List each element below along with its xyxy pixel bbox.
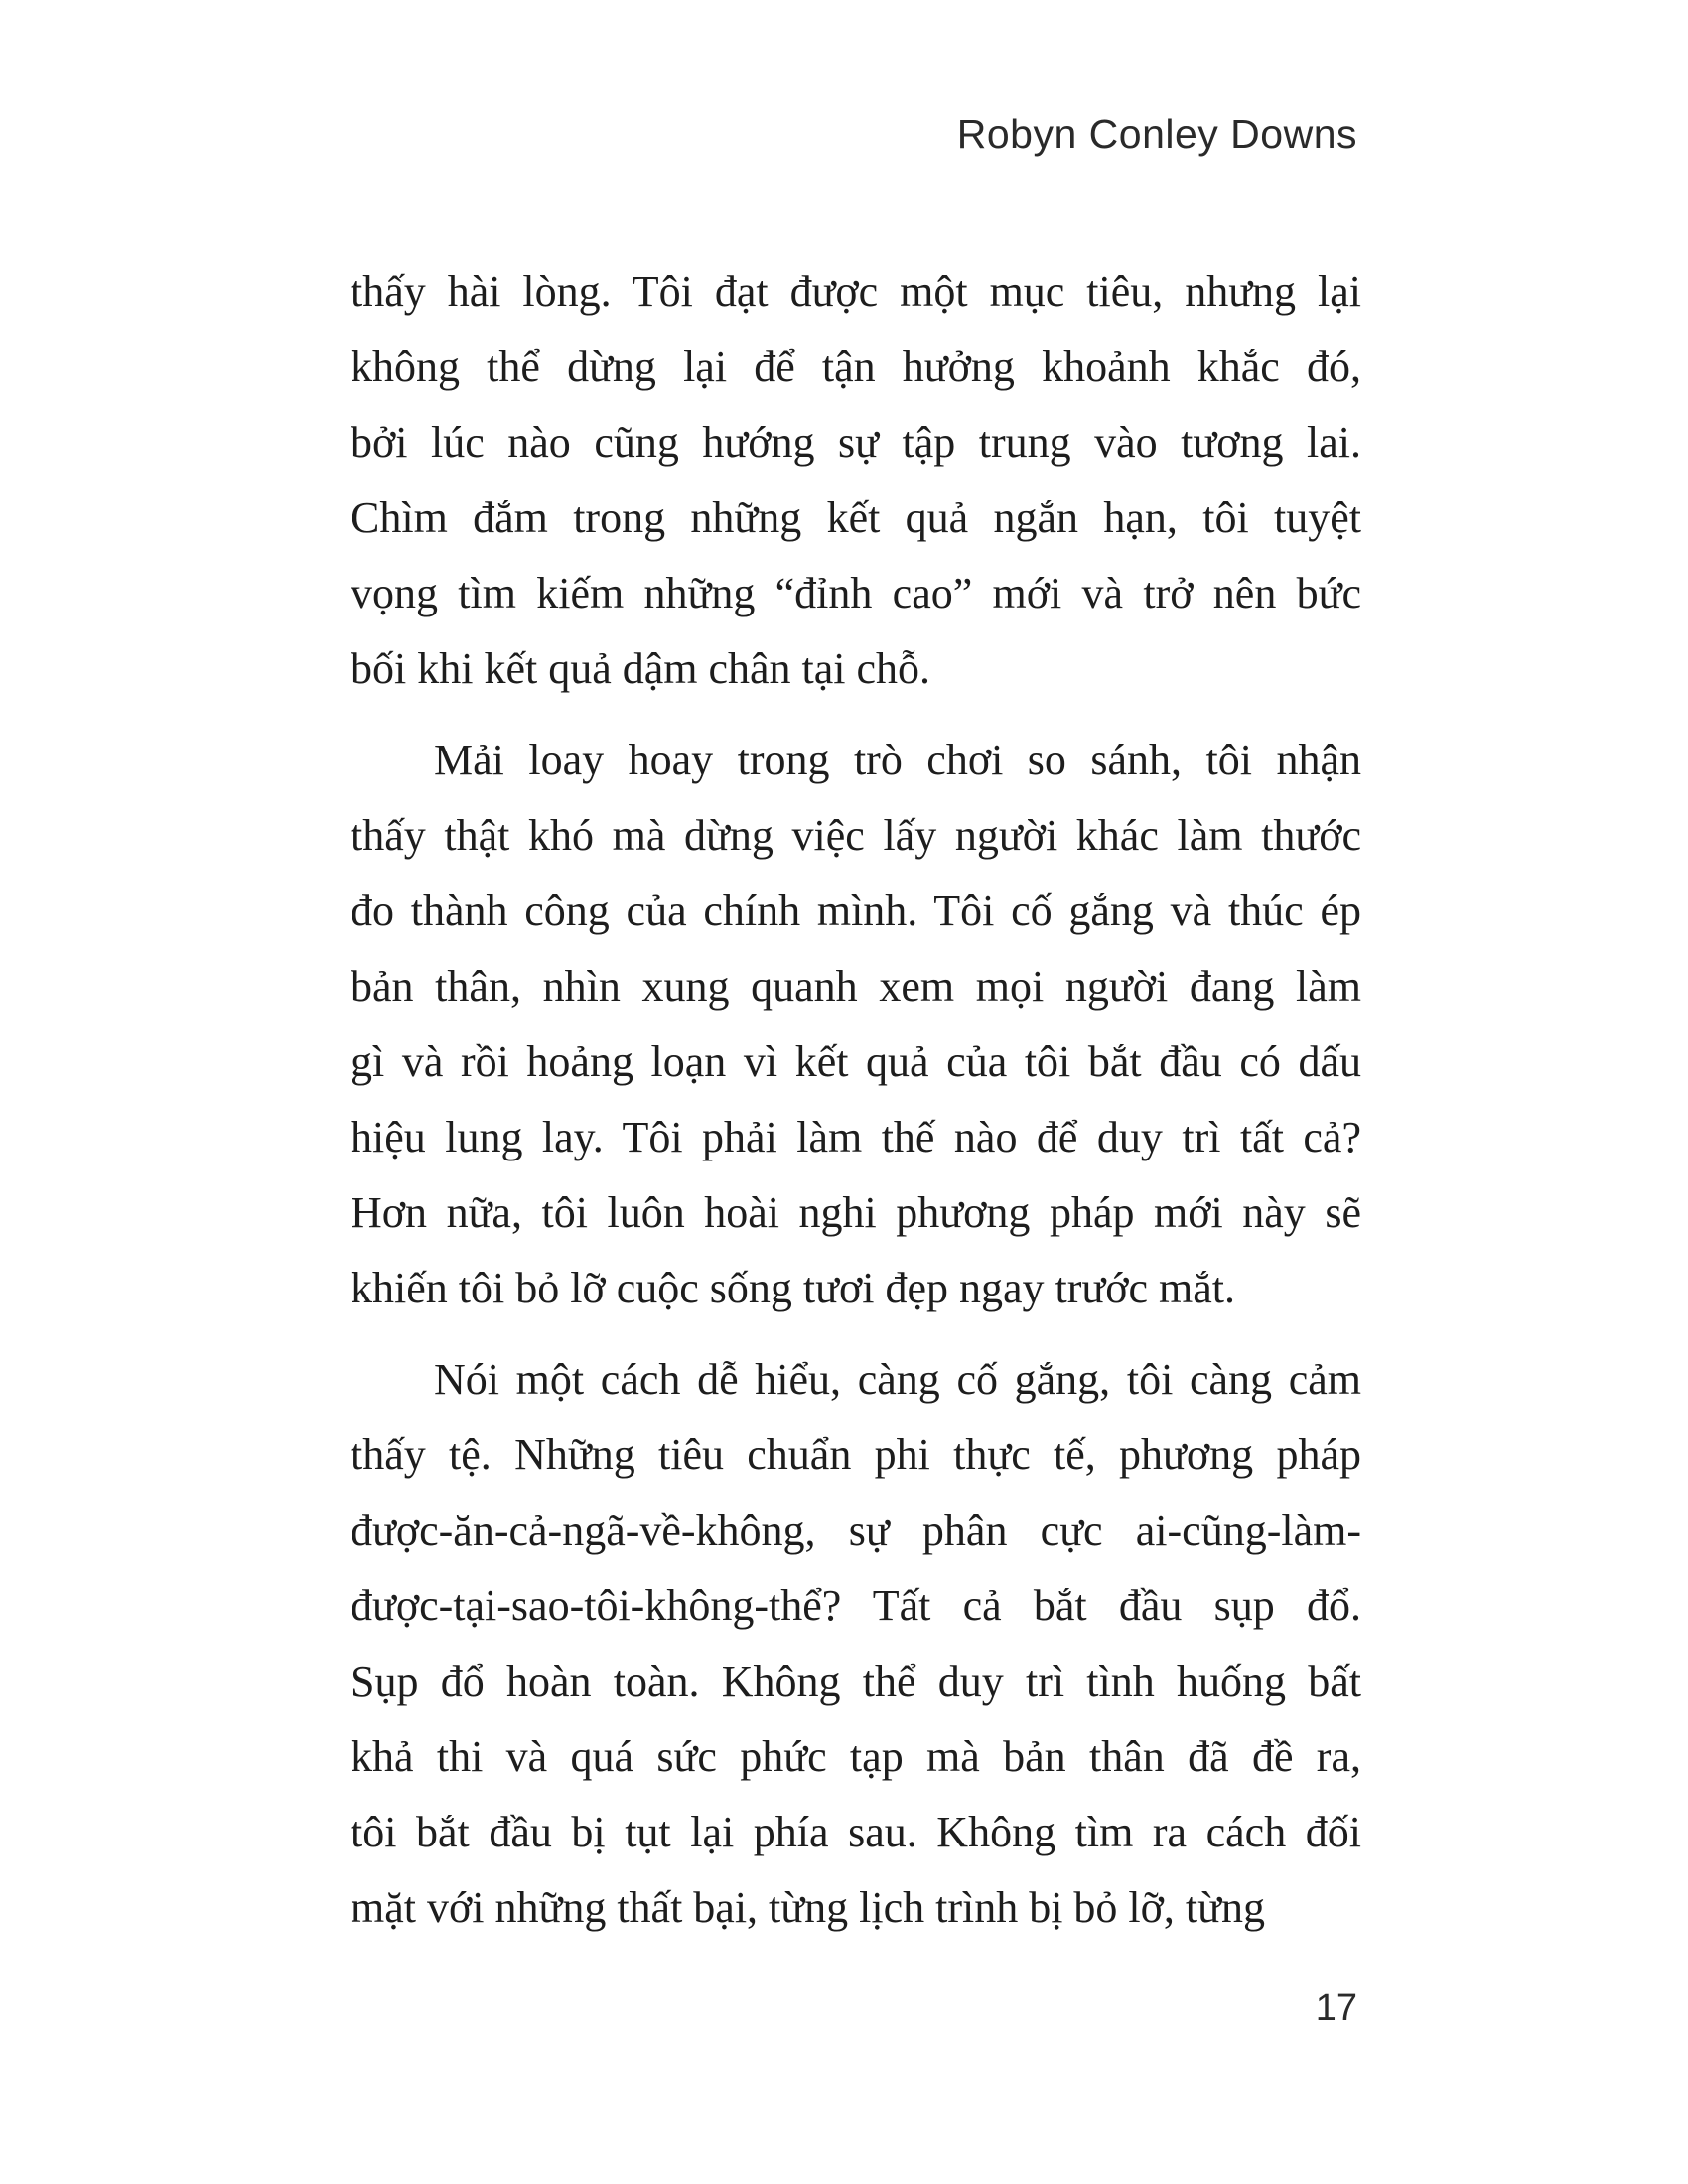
text-line: thấy thật khó mà dừng việc lấy người khác làm thước (351, 811, 1361, 860)
text-line: đo thành công của chính mình. Tôi cố gắng và thúc ép (351, 887, 1361, 935)
text-line: khả thi và quá sức phức tạp mà bản thân đã đề ra, (351, 1732, 1361, 1781)
text-line: bởi lúc nào cũng hướng sự tập trung vào tương lai. (351, 418, 1361, 467)
text-line: Mải loay hoay trong trò chơi so sánh, tôi nhận (434, 736, 1361, 784)
page-number: 17 (1315, 1987, 1357, 2029)
paragraph (351, 254, 1361, 707)
running-header: Robyn Conley Downs (956, 111, 1357, 157)
text-line: được-ăn-cả-ngã-về-không, sự phân cực ai-cũng-làm- (351, 1506, 1361, 1555)
text-line: khiến tôi bỏ lỡ cuộc sống tươi đẹp ngay trước mắt. (351, 1264, 1235, 1312)
text-line: bản thân, nhìn xung quanh xem mọi người đang làm (351, 962, 1361, 1011)
text-line: Nói một cách dễ hiểu, càng cố gắng, tôi càng cảm (434, 1355, 1361, 1404)
text-line: bối khi kết quả dậm chân tại chỗ. (351, 644, 931, 693)
paragraph (351, 723, 1361, 1326)
text-line: mặt với những thất bại, từng lịch trình bị bỏ lỡ, từng (351, 1883, 1265, 1932)
text-line: được-tại-sao-tôi-không-thể? Tất cả bắt đầu sụp đổ. (351, 1581, 1361, 1630)
body-text (351, 254, 1361, 1946)
text-line: thấy tệ. Những tiêu chuẩn phi thực tế, phương pháp (351, 1431, 1361, 1479)
text-line: Chìm đắm trong những kết quả ngắn hạn, tôi tuyệt (351, 493, 1361, 542)
paragraph (351, 1342, 1361, 1946)
text-line: thấy hài lòng. Tôi đạt được một mục tiêu, nhưng lại (351, 267, 1361, 316)
text-line: Hơn nữa, tôi luôn hoài nghi phương pháp mới này sẽ (351, 1188, 1361, 1237)
text-line: gì và rồi hoảng loạn vì kết quả của tôi bắt đầu có dấu (351, 1037, 1361, 1086)
text-line: tôi bắt đầu bị tụt lại phía sau. Không tìm ra cách đối (351, 1808, 1361, 1856)
text-line: Sụp đổ hoàn toàn. Không thể duy trì tình huống bất (351, 1657, 1361, 1706)
text-line: hiệu lung lay. Tôi phải làm thế nào để duy trì tất cả? (351, 1113, 1361, 1161)
text-line: không thể dừng lại để tận hưởng khoảnh khắc đó, (351, 342, 1361, 391)
text-line: vọng tìm kiếm những “đỉnh cao” mới và trở nên bức (351, 569, 1361, 617)
